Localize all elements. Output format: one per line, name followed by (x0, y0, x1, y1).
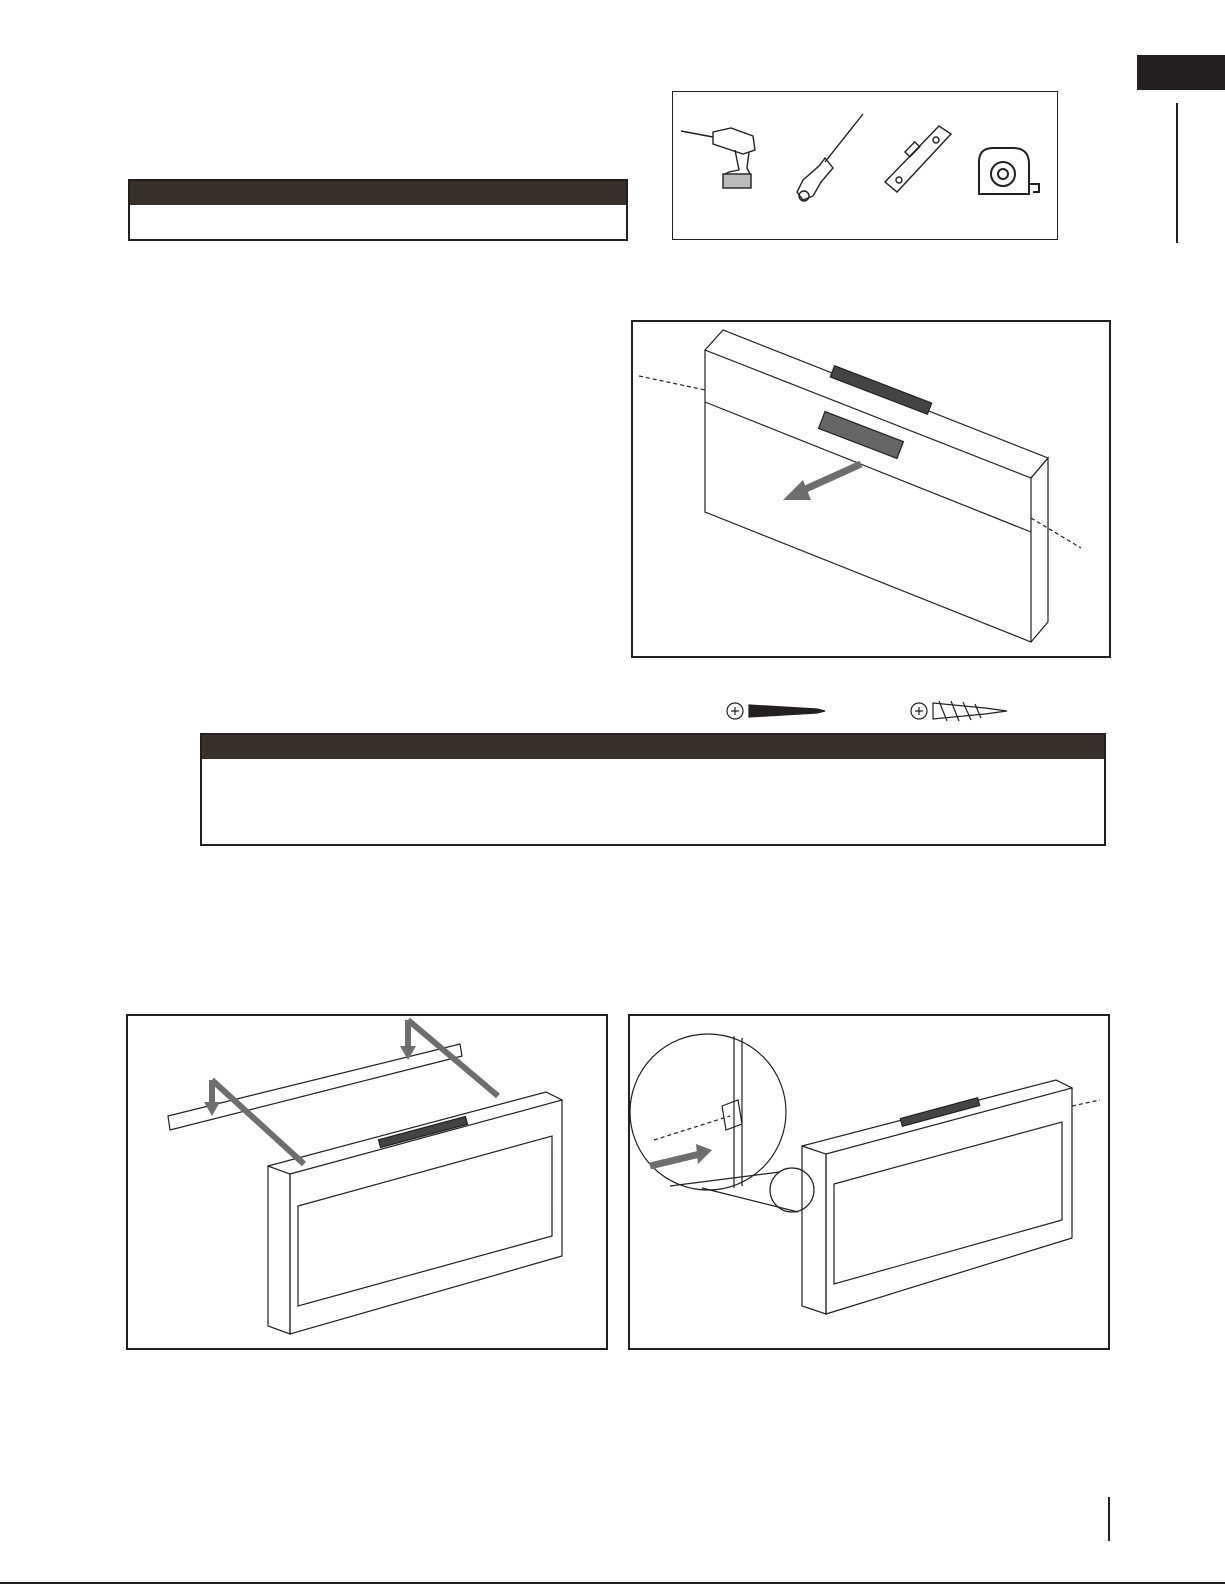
hardware-row (725, 699, 1015, 725)
tape-measure-icon (979, 148, 1039, 194)
bottom-rule (0, 1582, 1225, 1584)
remove-arrow-icon (783, 464, 861, 500)
attach-arrow-left-icon (204, 1080, 304, 1164)
wood-screw-icon (727, 703, 825, 719)
insert-screw-arrow-icon (650, 1144, 712, 1166)
note-box-2-header (202, 735, 1104, 759)
drill-icon (681, 128, 755, 188)
figure-hook-detail (628, 1014, 1110, 1350)
level-icon (885, 126, 951, 192)
side-rule (1176, 103, 1178, 243)
note-box-1-header (130, 181, 626, 205)
tools-box (672, 91, 1058, 240)
note-box-2 (200, 733, 1106, 846)
screwdriver-icon (797, 114, 863, 201)
note-box-1 (128, 179, 628, 241)
language-tab (1137, 55, 1225, 90)
page-number-rule (1108, 1497, 1110, 1541)
figure-back-panel (631, 320, 1111, 658)
drywall-anchor-icon (911, 701, 1007, 721)
figure-bracket-attach (126, 1014, 608, 1350)
attach-arrow-right-icon (400, 1020, 498, 1096)
